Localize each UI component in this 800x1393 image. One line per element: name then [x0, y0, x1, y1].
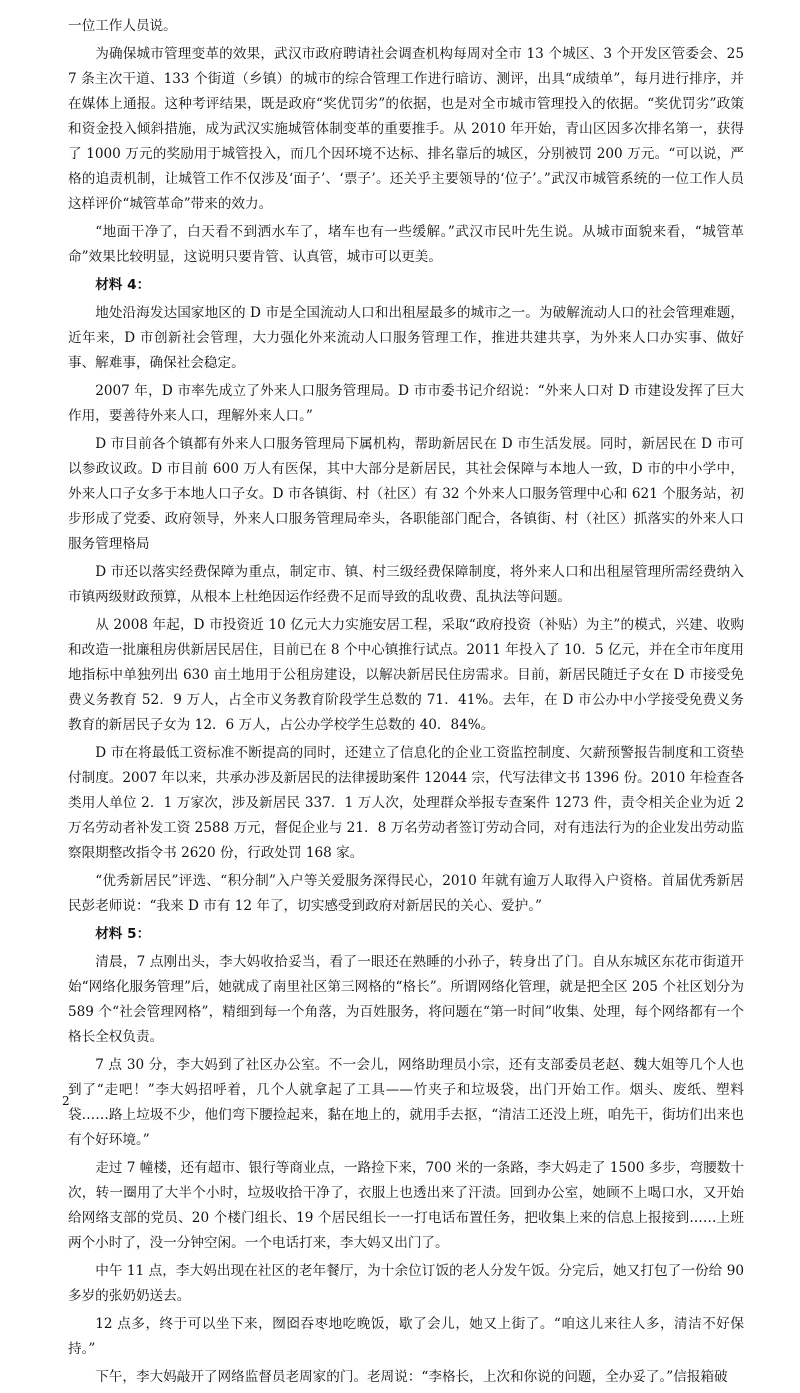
- page-number: 2: [62, 1094, 70, 1108]
- paragraph: 一位工作人员说。: [68, 18, 177, 34]
- document-page: [68, 14, 744, 1393]
- section-heading: 材料 5：: [95, 926, 151, 942]
- paragraph: 为确保城市管理变革的效果，武汉市政府聘请社会调查机构每周对全市 13 个城区、3 个开发区管委会、257 条主次干道、133 个街道（乡镇）的城市的综合管理工作进行暗访、测评，出具“成绩单”，每月进行排序，并在媒体上通报。这种考评结果，既是政府“奖优罚劣”的依据，也是对全市城市管理投入的依据。“奖优罚劣”政策和资金投入倾斜措施，成为武汉实施城管体制变革的重要推手。从 2010 年开始，青山区因多次排名第一，获得了 1000 万元的奖励用于城管投入，而几个因环境不达标、排名靠后的城区，分别被罚 200 万元。“可以说，严格的追责机制，让城管工作不仅涉及‘面子’、‘票子’。还关乎主要领导的‘位子’。”武汉市城管系统的一位工作人员这样评价“城管革命”带来的效力。: [68, 46, 744, 212]
- paragraph: 下午，李大妈敲开了网络监督员老周家的门。老周说：“李格长，上次和你说的问题，全办妥了。”信报箱破: [95, 1369, 728, 1385]
- paragraph: 中午 11 点，李大妈出现在社区的老年餐厅，为十余位订饭的老人分发午饭。分完后，她又打包了一份给 90 多岁的张奶奶送去。: [68, 1263, 744, 1304]
- paragraph: 走过 7 幢楼，还有超市、银行等商业点，一路捡下来，700 米的一条路，李大妈走了 1500 多步，弯腰数十次，转一圈用了大半个小时，垃圾收拾干净了，衣服上也透出来了汗渍。回到办公室，她顾不上喝口水，又开始给网络支部的党员、20 个楼门组长、19 个居民组长一一打电话布置任务，把收集上来的信息上报接到……上班两个小时了，没一分钟空闲。一个电话打来，李大妈又出门了。: [68, 1160, 744, 1251]
- paragraph: D 市还以落实经费保障为重点，制定市、镇、村三级经费保障制度，将外来人口和出租屋管理所需经费纳入市镇两级财政预算，从根本上杜绝因运作经费不足而导致的乱收费、乱执法等问题。: [68, 564, 744, 605]
- paragraph: D 市目前各个镇都有外来人口服务管理局下属机构，帮助新居民在 D 市生活发展。同时，新居民在 D 市可以参政议政。D 市目前 600 万人有医保，其中大部分是新居民，其社会保障与本地人一致，D 市的中小学中，外来人口子女多于本地人口子女。D 市各镇街、村（社区）有 32 个外来人口服务管理中心和 621 个服务站，初步形成了党委、政府领导，外来人口服务管理局牵头，各职能部门配合，各镇街、村（社区）抓落实的外来人口服务管理格局: [68, 436, 744, 552]
- paragraph: “优秀新居民”评选、“积分制”入户等关爱服务深得民心，2010 年就有逾万人取得入户资格。首届优秀新居民彭老师说：“我来 D 市有 12 年了，切实感受到政府对新居民的关心、爱护。”: [68, 873, 744, 914]
- paragraph: D 市在将最低工资标准不断提高的同时，还建立了信息化的企业工资监控制度、欠薪预警报告制度和工资垫付制度。2007 年以来，共承办涉及新居民的法律援助案件 12044 宗，代写法律文书 1396 份。2010 年检查各类用人单位 2．1 万家次，涉及新居民 337．1 万人次，处理群众举报专查案件 1273 件，责令相关企业为近 2 万名劳动者补发工资 2588 万元，督促企业与 21．8 万名劳动者签订劳动合同，对有违法行为的企业发出劳动监察限期整改指令书 2620 份，行政处罚 168 家。: [68, 745, 744, 861]
- section-heading: 材料 4：: [95, 277, 151, 293]
- paragraph: 地处沿海发达国家地区的 D 市是全国流动人口和出租屋最多的城市之一。为破解流动人口的社会管理难题，近年来，D 市创新社会管理，大力强化外来流动人口服务管理工作，推进共建共享，为外来人口办实事、做好事、解难事，确保社会稳定。: [68, 305, 744, 371]
- paragraph: 从 2008 年起，D 市投资近 10 亿元大力实施安居工程，采取“政府投资（补贴）为主”的模式，兴建、收购和改造一批廉租房供新居民居住，目前已在 8 个中心镇推行试点。2011 年投入了 10．5 亿元，并在全市年度用地指标中单独列出 630 亩土地用于公租房建设，以解决新居民住房需求。目前，新居民随迁子女在 D 市接受免费义务教育 52．9 万人，占全市义务教育阶段学生总数的 71．41%。去年，在 D 市公办中小学接受免费义务教育的新居民子女为 12．6 万人，占公办学校学生总数的 40．84%。: [68, 617, 744, 733]
- paragraph: 清晨，7 点刚出头，李大妈收拾妥当，看了一眼还在熟睡的小孙子，转身出了门。自从东城区东花市街道开始“网络化服务管理”后，她就成了南里社区第三网格的“格长”。所谓网络化管理，就是把全区 205 个社区划分为 589 个“社会管理网格”，精细到每一个角落，为百姓服务，将问题在“第一时间”收集、处理，每个网络都有一个格长全权负责。: [68, 954, 744, 1045]
- paragraph: 7 点 30 分，李大妈到了社区办公室。不一会儿，网络助理员小宗，还有支部委员老赵、魏大姐等几个人也到了“走吧！”李大妈招呼着，几个人就拿起了工具——竹夹子和垃圾袋，出门开始工作。烟头、废纸、塑料袋……路上垃圾不少，他们弯下腰捡起来，黏在地上的，就用手去抠，“清洁工还没上班，咱先干，街坊们出来也有个好环境。”: [68, 1057, 744, 1148]
- paragraph: 2007 年，D 市率先成立了外来人口服务管理局。D 市市委书记介绍说：“外来人口对 D 市建设发挥了巨大作用，要善待外来人口，理解外来人口。”: [68, 383, 744, 424]
- paragraph: 12 点多，终于可以坐下来，囫囵吞枣地吃晚饭，歇了会儿，她又上街了。“咱这儿来往人多，清洁不好保持。”: [68, 1316, 744, 1357]
- paragraph: “地面干净了，白天看不到洒水车了，堵车也有一些缓解。”武汉市民叶先生说。从城市面貌来看，“城管革命”效果比较明显，这说明只要肯管、认真管，城市可以更美。: [68, 224, 744, 265]
